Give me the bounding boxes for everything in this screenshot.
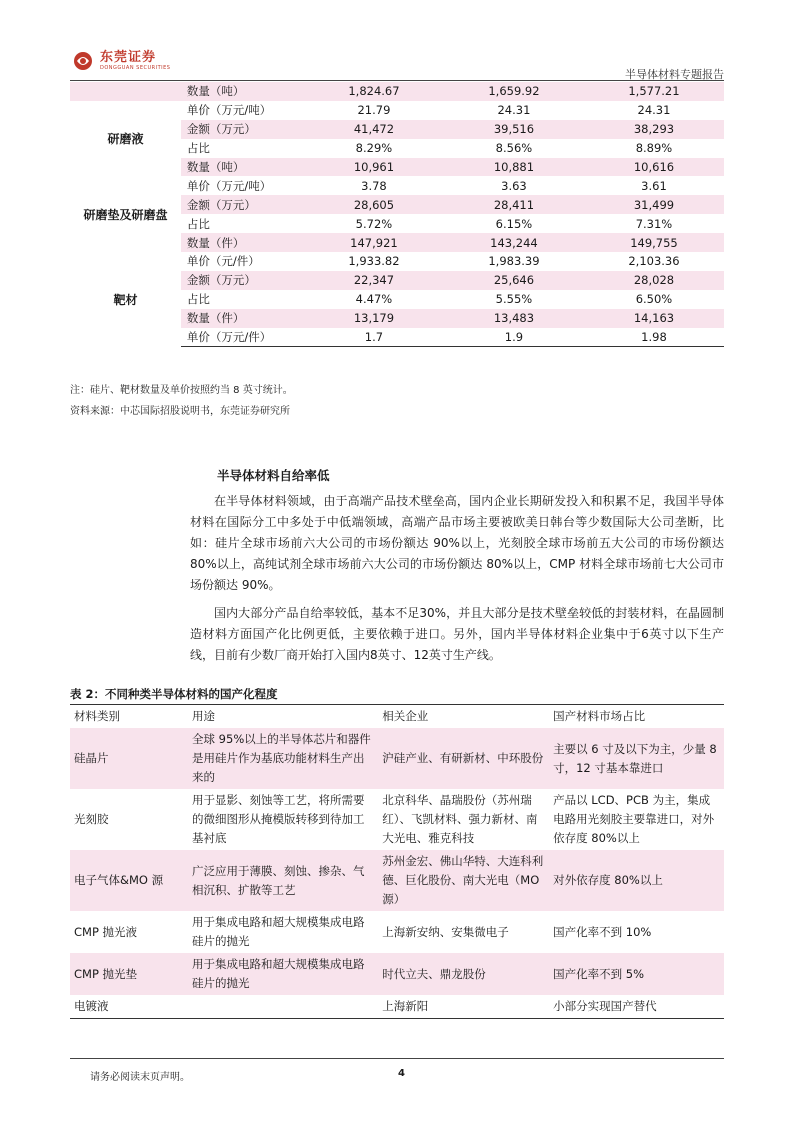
value-cell: 143,244 <box>444 233 584 252</box>
value-cell: 24.31 <box>637 103 671 118</box>
value-cell: 147,921 <box>304 233 444 252</box>
value-cell: 1,933.82 <box>348 254 400 269</box>
value-cell: 10,961 <box>304 158 444 177</box>
value-cell: 13,179 <box>304 309 444 328</box>
table-row <box>70 252 724 271</box>
footer-disclaimer: 请务必阅读末页声明。 <box>90 1072 190 1083</box>
table-cell <box>188 995 378 1019</box>
column-header: 国产材料市场占比 <box>549 705 724 729</box>
table-cell: CMP 抛光液 <box>74 924 138 939</box>
value-cell: 39,516 <box>444 120 584 139</box>
value-cell: 6.15% <box>495 216 533 231</box>
table-cell: 广泛应用于薄膜、刻蚀、掺杂、气相沉积、扩散等工艺 <box>188 850 378 911</box>
footer-divider <box>70 1058 724 1059</box>
value-cell: 28,411 <box>444 195 584 214</box>
metric-label: 金额（万元） <box>181 271 304 290</box>
value-cell: 10,881 <box>444 158 584 177</box>
localization-table <box>70 704 724 1019</box>
table-cell: 国产化率不到 10% <box>553 924 652 939</box>
table-cell: 上海新阳 <box>378 995 549 1019</box>
table-cell: 北京科华、晶瑞股份（苏州瑞红）、飞凯材料、强力新材、南大光电、雅克科技 <box>382 793 538 845</box>
table-cell: 小部分实现国产替代 <box>549 995 724 1019</box>
table-header-row <box>70 705 724 729</box>
table-cell: 国产化率不到 5% <box>549 953 724 995</box>
value-cell: 28,605 <box>304 195 444 214</box>
metric-label: 数量（吨） <box>181 158 304 177</box>
value-cell: 1,577.21 <box>584 82 724 101</box>
value-cell: 1.9 <box>444 328 584 347</box>
metric-label: 数量（吨） <box>181 82 304 101</box>
category-cell: 研磨液 <box>107 132 144 147</box>
metric-label: 金额（万元） <box>181 120 304 139</box>
table-row <box>70 101 724 120</box>
category-cell: 靶材 <box>113 292 138 307</box>
materials-data-table <box>70 82 724 347</box>
table-row <box>70 995 724 1019</box>
value-cell: 3.63 <box>501 178 527 193</box>
value-cell: 22,347 <box>304 271 444 290</box>
table-source: 资料来源：中芯国际招股说明书，东莞证券研究所 <box>70 406 290 417</box>
table-row <box>70 728 724 789</box>
table-cell: 全球 95%以上的半导体芯片和器件是用硅片作为基底功能材料生产出来的 <box>188 728 378 789</box>
value-cell: 8.29% <box>355 141 393 156</box>
value-cell: 8.89% <box>635 141 673 156</box>
value-cell: 25,646 <box>444 271 584 290</box>
value-cell: 28,028 <box>584 271 724 290</box>
table-cell: 用于显影、刻蚀等工艺，将所需要的微细图形从掩模版转移到待加工基衬底 <box>192 793 365 845</box>
table-cell: 主要以 6 寸及以下为主，少量 8 寸，12 寸基本靠进口 <box>549 728 724 789</box>
value-cell: 149,755 <box>584 233 724 252</box>
value-cell: 10,616 <box>584 158 724 177</box>
body-paragraph: 在半导体材料领域，由于高端产品技术壁垒高，国内企业长期研发投入和积累不足，我国半导体材料在国际分工中多处于中低端领域，高端产品市场主要被欧美日韩台等少数国际大公司垄断，比如：硅片全球市场前六大公司的市场份额达 90%以上，光刻胶全球市场前五大公司的市场份额达 80%以上，高纯试剂全球市场前六大公司的市场份额达 80%以上，CMP 材料全球市场前七大公司市场份额达 90%。 <box>190 494 724 592</box>
value-cell: 14,163 <box>584 309 724 328</box>
table-cell: 沪硅产业、有研新材、中环股份 <box>378 728 549 789</box>
value-cell: 8.56% <box>495 141 533 156</box>
value-cell: 1,659.92 <box>444 82 584 101</box>
table-cell: 硅晶片 <box>70 728 188 789</box>
table-row <box>70 911 724 953</box>
value-cell: 2,103.36 <box>628 254 680 269</box>
table-row <box>70 176 724 195</box>
metric-label: 单价（元/件） <box>186 254 260 269</box>
value-cell: 7.31% <box>635 216 673 231</box>
value-cell: 21.79 <box>357 103 391 118</box>
metric-label: 占比 <box>186 216 210 231</box>
section-title: 半导体材料自给率低 <box>217 468 330 483</box>
value-cell: 4.47% <box>355 292 393 307</box>
column-header: 用途 <box>188 705 378 729</box>
value-cell: 38,293 <box>584 120 724 139</box>
table-cell: 时代立夫、鼎龙股份 <box>378 953 549 995</box>
metric-label: 单价（万元/吨） <box>186 103 272 118</box>
value-cell: 6.50% <box>635 292 673 307</box>
metric-label: 数量（件） <box>181 309 304 328</box>
table-cell: CMP 抛光垫 <box>70 953 188 995</box>
value-cell: 24.31 <box>497 103 531 118</box>
table-cell: 对外依存度 80%以上 <box>549 850 724 911</box>
value-cell: 3.78 <box>361 178 387 193</box>
value-cell: 5.72% <box>355 216 393 231</box>
header-divider <box>70 80 724 81</box>
metric-label: 金额（万元） <box>181 195 304 214</box>
table-cell: 电镀液 <box>70 995 188 1019</box>
table-caption: 表 2：不同种类半导体材料的国产化程度 <box>70 687 278 701</box>
value-cell: 1.98 <box>584 328 724 347</box>
value-cell: 31,499 <box>584 195 724 214</box>
value-cell: 1,824.67 <box>304 82 444 101</box>
value-cell: 41,472 <box>304 120 444 139</box>
metric-label: 单价（万元/吨） <box>186 178 272 193</box>
table-row <box>70 82 724 101</box>
table-row <box>70 953 724 995</box>
table-cell: 用于集成电路和超大规模集成电路硅片的抛光 <box>192 915 365 948</box>
table-row <box>70 850 724 911</box>
category-cell <box>70 82 181 101</box>
table-cell: 产品以 LCD、PCB 为主，集成电路用光刻胶主要靠进口，对外依存度 80%以上 <box>553 793 715 845</box>
body-paragraph: 国内大部分产品自给率较低，基本不足30%，并且大部分是技术壁垒较低的封装材料，在晶圆制造材料方面国产化比例更低，主要依赖于进口。另外，国内半导体材料企业集中于6英寸以下生产线，目前有少数厂商开始打入国内8英寸、12英寸生产线。 <box>190 606 724 662</box>
logo-subtitle: DONGGUAN SECURITIES <box>100 64 171 71</box>
logo-name: 东莞证券 <box>100 49 157 65</box>
table-row <box>70 789 724 850</box>
table-cell: 用于集成电路和超大规模集成电路硅片的抛光 <box>188 953 378 995</box>
table-cell: 光刻胶 <box>74 812 109 826</box>
value-cell: 1.7 <box>304 328 444 347</box>
value-cell: 1,983.39 <box>488 254 540 269</box>
column-header: 材料类别 <box>70 705 188 729</box>
value-cell: 13,483 <box>444 309 584 328</box>
table-cell: 电子气体&MO 源 <box>70 850 188 911</box>
category-cell: 研磨垫及研磨盘 <box>83 207 168 222</box>
logo-icon <box>70 50 96 72</box>
table-cell: 苏州金宏、佛山华特、大连科利德、巨化股份、南大光电（MO 源） <box>378 850 549 911</box>
metric-label: 占比 <box>186 141 210 156</box>
table-cell: 上海新安纳、安集微电子 <box>382 924 509 939</box>
metric-label: 单价（万元/件） <box>181 328 304 347</box>
value-cell: 3.61 <box>641 178 667 193</box>
column-header: 相关企业 <box>378 705 549 729</box>
table-note: 注：硅片、靶材数量及单价按照约当 8 英寸统计。 <box>70 385 293 396</box>
value-cell: 5.55% <box>495 292 533 307</box>
metric-label: 数量（件） <box>181 233 304 252</box>
page-header <box>70 48 724 82</box>
page-number: 4 <box>398 1068 405 1079</box>
metric-label: 占比 <box>186 292 210 307</box>
company-logo <box>70 50 170 72</box>
report-title: 半导体材料专题报告 <box>625 68 724 81</box>
